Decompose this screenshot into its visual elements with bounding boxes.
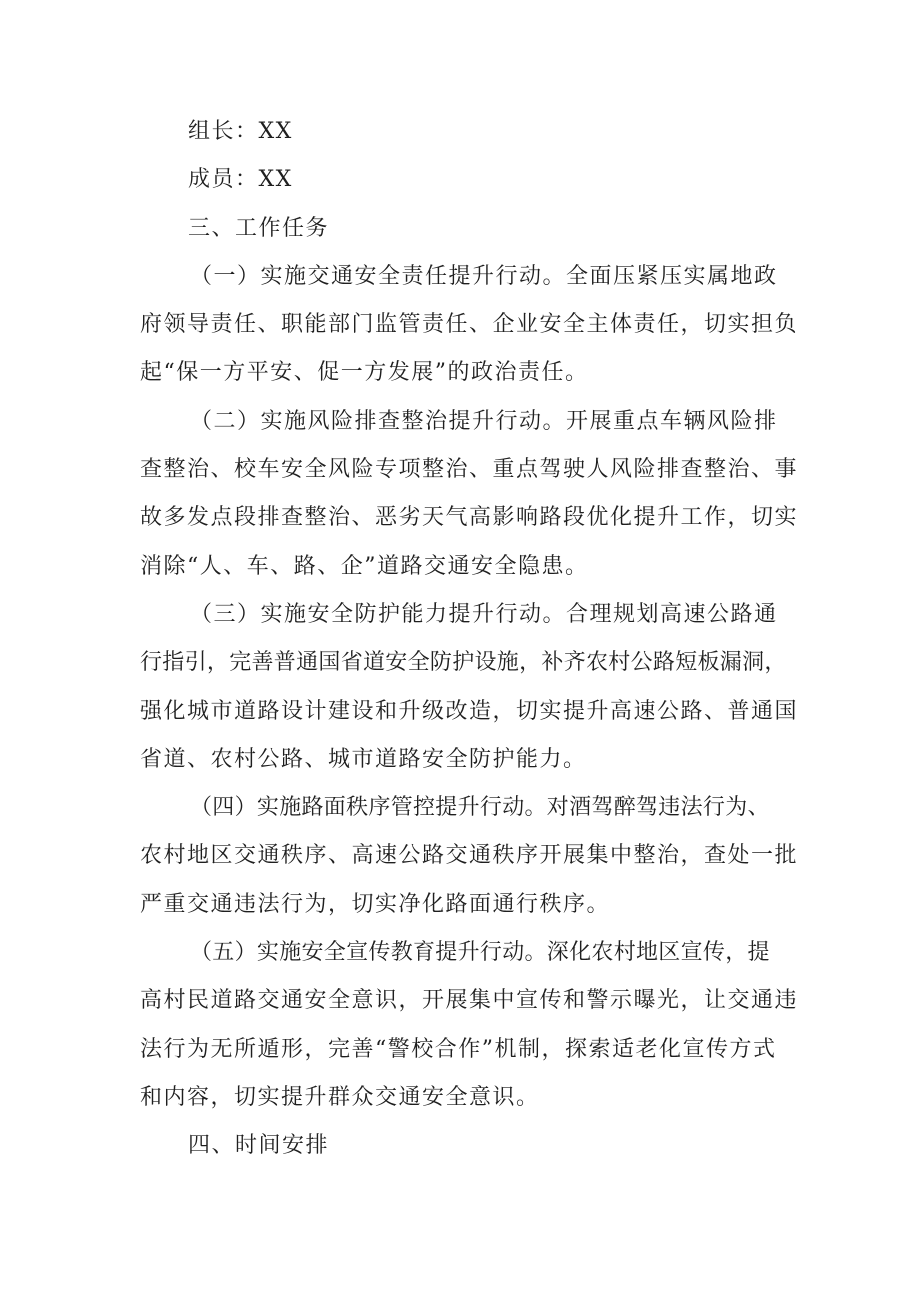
task-4-line-3: 严重交通违法行为，切实净化路面通行秩序。 [140,891,611,917]
task-3-line-3: 强化城市道路设计建设和升级改造，切实提升高速公路、普通国 [140,698,799,724]
task-2-line-3: 故多发点段排查整治、恶劣天气高影响路段优化提升工作，切实 [140,505,799,531]
task-5-line-3: 法行为无所遁形，完善“警校合作”机制，探索适老化宣传方式 [140,1036,777,1062]
document-body [140,108,799,1171]
task-5-line-2: 高村民道路交通安全意识，开展集中宣传和警示曝光，让交通违 [140,988,799,1014]
task-1-line-1: （一）实施交通安全责任提升行动。全面压紧压实属地政 [190,263,778,289]
task-2-line-4: 消除“人、车、路、企”道路交通安全隐患。 [140,553,589,579]
task-5-line-4: 和内容，切实提升群众交通安全意识。 [140,1084,540,1110]
task-1-line-2: 府领导责任、职能部门监管责任、企业安全主体责任，切实担负 [140,312,799,338]
task-4-line-1: （四）实施路面秩序管控提升行动。对酒驾醉驾违法行为、 [190,795,770,821]
section-heading-schedule: 四、时间安排 [188,1133,330,1159]
task-3-line-1: （三）实施安全防护能力提升行动。合理规划高速公路通 [190,601,778,627]
task-5-line-1: （五）实施安全宣传教育提升行动。深化农村地区宣传，提 [190,940,770,966]
section-heading-tasks: 三、工作任务 [188,215,330,241]
task-3-line-4: 省道、农村公路、城市道路安全防护能力。 [140,746,587,772]
task-4-line-2: 农村地区交通秩序、高速公路交通秩序开展集中整治，查处一批 [140,843,799,869]
task-2-line-1: （二）实施风险排查整治提升行动。开展重点车辆风险排 [190,408,778,434]
group-leader-line: 组长：XX [188,119,293,144]
task-1-line-3: 起“保一方平安、促一方发展”的政治责任。 [140,360,589,386]
task-2-line-2: 查整治、校车安全风险专项整治、重点驾驶人风险排查整治、事 [140,457,799,483]
members-line: 成员：XX [188,167,293,193]
task-3-line-2: 行指引，完善普通国省道安全防护设施，补齐农村公路短板漏洞， [140,650,787,676]
